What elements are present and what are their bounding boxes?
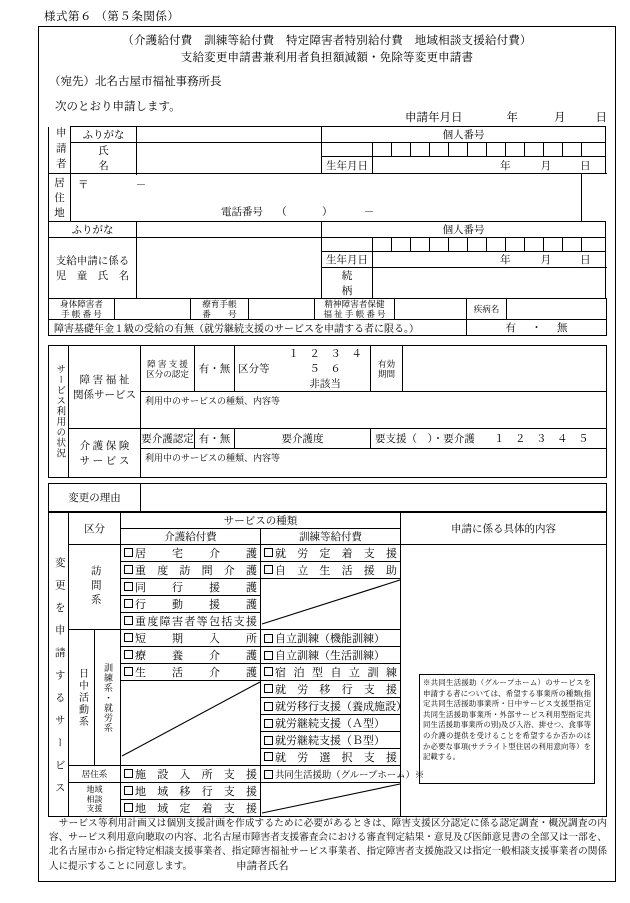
change-reason-label: 変更の理由 [49, 484, 141, 512]
applicant-birth-value[interactable] [373, 157, 606, 174]
group-regional-label-line2: 相談 [86, 794, 103, 804]
mynumber-box[interactable] [487, 238, 506, 252]
service-label: 居 宅 介 護 [135, 548, 257, 560]
checkbox-icon[interactable] [124, 599, 133, 608]
checkbox-icon[interactable] [264, 634, 273, 643]
care-insurance-header-row [49, 429, 607, 449]
applicant-birth-label: 生年月日 [322, 157, 373, 174]
applicant-mynumber-row [49, 143, 606, 157]
valid-period-line2: 期間 [377, 368, 396, 379]
checkbox-icon[interactable] [264, 736, 273, 745]
group-regional-label-line1: 地域 [86, 785, 103, 795]
mynumber-box[interactable] [563, 143, 582, 157]
mental-cert-line2: 福 祉 手 帳 番 号 [323, 309, 386, 319]
usage-status-side-label [49, 346, 69, 478]
phone-label: 電話番号 [221, 207, 263, 218]
rehab-cert-label [191, 299, 249, 320]
applicant-address-row [49, 174, 606, 222]
services-header-row1 [49, 513, 607, 529]
training-empty-diagonal-upper [261, 579, 401, 630]
group-daytime-label-sub [95, 630, 121, 766]
mynumber-box[interactable] [544, 238, 563, 252]
applicant-child-block [48, 126, 606, 336]
group-daytime-label-sub-text: 訓練系・就労系 [103, 662, 113, 733]
division-label: 区分等 [238, 364, 270, 375]
child-birth-value[interactable] [373, 252, 606, 268]
checkbox-icon[interactable] [124, 582, 133, 591]
pension-no[interactable]: 無 [557, 323, 568, 334]
service-label: 地 域 移 行 支 援 [135, 786, 257, 798]
pension-separator: ・ [531, 323, 542, 334]
mynumber-box[interactable] [449, 143, 468, 157]
consent-text: サービス等利用計画又は個別支援計画を作成するために必要があるときは、障害支援区分認定に係る認定調査・概況調査の内容、サービス利用意向聴取の内容、北名古屋市障害者支援審査会における審査判定結果・意見及び医師意見書の全部又は一部を、北名古屋市から指定特定相談支援事業者、指定障害福祉サービス事業者、指定障害者支援施設又は指定一般相談支援事業者の関係人に提示することに同意します。 [49, 818, 607, 872]
form-number: 様式第６ （第５条関係） [44, 11, 180, 23]
services-block [48, 512, 606, 817]
applicant-table [48, 126, 606, 299]
applicant-address-label: 居 住 地 [49, 174, 71, 222]
checkbox-icon[interactable] [264, 684, 273, 693]
service-label: 重度障害者等包括支援 [135, 616, 257, 628]
disability-category-line1: 障 害 支 援 [147, 358, 188, 369]
usage-status-side-label-text: サービス利用の状況 [54, 364, 65, 459]
group-daytime-label-main [69, 630, 95, 766]
service-label: 就労継続支援（Ａ型） [275, 718, 385, 730]
diagonal-line-icon [121, 681, 261, 757]
checkbox-icon[interactable] [124, 616, 133, 625]
checkbox-row-care[interactable] [121, 783, 261, 800]
mynumber-box[interactable] [392, 238, 411, 252]
checkbox-icon[interactable] [124, 769, 133, 778]
service-label: 宿泊型自立訓練 [275, 667, 397, 679]
child-mynumber-label: 個人番号 [322, 222, 606, 238]
physical-cert-line1: 身体障害者 [60, 299, 103, 309]
disability-category-line2: 区分の認定 [146, 368, 189, 379]
service-label: 自立訓練（機能訓練） [275, 633, 385, 645]
care-level-value[interactable] [371, 429, 607, 449]
child-furigana-value[interactable] [137, 222, 322, 238]
child-relation-label: 続 柄 [322, 268, 373, 299]
pension-question: 障害基礎年金１級の受給の有無（就労継続支援のサービスを申請する者に限る。） [49, 320, 467, 336]
usage-status-block [48, 345, 606, 512]
service-label: 共同生活援助（グループホーム）※ [275, 771, 425, 781]
training-empty-diagonal-bottom [261, 783, 401, 817]
checkbox-row-care[interactable] [121, 562, 261, 579]
checkbox-icon[interactable] [264, 667, 273, 676]
mental-cert-label [315, 299, 395, 320]
mynumber-box[interactable] [468, 238, 487, 252]
checkbox-row-care[interactable] [121, 766, 261, 783]
service-label: 就労移行支援（養成施設） [275, 701, 407, 713]
checkbox-icon[interactable] [264, 719, 273, 728]
diagonal-line-icon [261, 783, 401, 814]
service-label: 就労選択支援 [275, 752, 397, 764]
applicant-mynumber-label: 個人番号 [322, 127, 606, 143]
checkbox-icon[interactable] [124, 548, 133, 557]
disease-label: 疾病名 [467, 299, 507, 320]
division-cell[interactable] [235, 346, 371, 392]
service-label: 自立訓練（生活訓練） [275, 650, 385, 662]
certificates-row [49, 299, 607, 320]
service-label: 短 期 入 所 [135, 633, 257, 645]
mynumber-box[interactable] [582, 238, 606, 252]
checkbox-row-care[interactable] [121, 800, 261, 817]
applicant-furigana-value[interactable] [137, 127, 322, 143]
checkbox-row-training[interactable] [261, 698, 407, 715]
checkbox-row-training[interactable] [261, 664, 401, 681]
checkbox-icon[interactable] [264, 752, 273, 761]
mynumber-box[interactable] [506, 238, 525, 252]
checkbox-row-training[interactable] [261, 630, 401, 647]
physical-cert-line2: 手 帳 番 号 [61, 309, 102, 319]
service-label: 就労定着支援 [275, 548, 397, 560]
pension-answer[interactable] [467, 320, 607, 336]
checkbox-row-training[interactable] [261, 647, 401, 664]
rehab-cert-line2: 番 号 [202, 309, 237, 319]
addressee: （宛先）北名古屋市福祉事務所長 [49, 76, 222, 88]
mynumber-box[interactable] [411, 238, 430, 252]
child-birth-label: 生年月日 [322, 252, 373, 268]
applicant-birth-month: 月 [540, 160, 552, 172]
diagonal-line-icon [261, 579, 401, 625]
change-reason-row [49, 484, 607, 512]
child-birth-day: 日 [580, 255, 591, 266]
child-furigana-label: ふりがな [49, 222, 137, 238]
checkbox-icon[interactable] [124, 565, 133, 574]
service-type-label: サービスの種類 [121, 513, 401, 529]
application-date-label: 申請年月日 [405, 112, 463, 124]
checkbox-icon[interactable] [124, 633, 133, 642]
checkbox-row-care[interactable] [121, 647, 261, 664]
mynumber-box[interactable] [373, 238, 392, 252]
division-none[interactable]: 非該当 [309, 379, 341, 390]
division-numbers[interactable]: １ ２ ３ ４ ５ ６ [288, 349, 373, 375]
checkbox-row-training[interactable] [261, 545, 401, 562]
mynumber-box[interactable] [430, 143, 449, 157]
checkbox-row-care[interactable] [121, 630, 261, 647]
group-regional-label-line3: 支援 [86, 804, 103, 814]
checkbox-icon[interactable] [264, 770, 273, 779]
applicant-name-value[interactable] [137, 143, 322, 174]
disability-category-label [141, 346, 195, 392]
rehab-cert-value[interactable] [249, 299, 315, 320]
service-label: 施 設 入 所 支 援 [135, 769, 257, 781]
applicant-side-label-text: 申請者 [54, 126, 66, 173]
checkbox-row-care[interactable] [121, 545, 261, 562]
checkbox-icon[interactable] [264, 565, 273, 574]
checkbox-row-care[interactable] [121, 613, 261, 630]
group-home-note: ※共同生活援助（グループホーム）のサービスを申請する者については、希望する事業所の種類(指定共同生活援助事業所・日中サービス支援型指定共同生活援助事業所・外部サービス利用型指定共同生活援助事業所の別)及び入浴、排せつ、食事等の介護の提供を受けることを希望するか否かのほか必要な事項(サテライト型住居の利用意向等）を記載する。 [419, 674, 595, 784]
mynumber-box[interactable] [373, 143, 392, 157]
service-label: 地 域 定 着 支 援 [135, 803, 257, 815]
child-mynumber-row [49, 238, 606, 252]
mynumber-box[interactable] [449, 238, 468, 252]
applicant-name-label: 氏 名 [71, 143, 137, 174]
rehab-cert-line1: 療育手帳 [202, 299, 237, 309]
care-empty-diagonal-lower [121, 681, 261, 766]
group-daytime-label-main-text: 日中活動系 [76, 667, 88, 728]
welfare-inuse-cell[interactable] [141, 392, 607, 429]
disability-category-has[interactable]: 有・無 [195, 346, 235, 392]
checkbox-row-training[interactable] [261, 766, 425, 783]
applicant-furigana-row [49, 127, 606, 143]
phone-paren-open: （ [276, 207, 287, 218]
checkbox-row-training[interactable] [261, 562, 401, 579]
kubun-label: 区分 [69, 513, 121, 545]
change-reason-value[interactable] [141, 484, 607, 512]
signature-label: 申請者氏名 [236, 860, 289, 872]
group-visit-label [69, 545, 121, 630]
child-furigana-row [49, 222, 606, 238]
valid-period-label [371, 346, 403, 392]
care-insurance-label [69, 429, 141, 478]
phone-dash: － [363, 207, 375, 218]
form-title-line1: （介護給付費 訓練等給付費 特定障害者特別給付費 地域相談支援給付費） [122, 35, 532, 47]
checkbox-row-training[interactable] [261, 749, 401, 766]
checkbox-row-training[interactable] [261, 681, 401, 698]
welfare-service-label [69, 346, 141, 429]
service-label: 行 動 援 護 [135, 599, 257, 611]
form-outer-frame [38, 26, 616, 882]
child-name-label-line2: 児 童 氏 名 [55, 271, 130, 282]
welfare-inuse-label: 利用中のサービスの種類、内容等 [145, 396, 281, 406]
physical-cert-label [49, 299, 115, 320]
applicant-address-value[interactable] [71, 174, 582, 222]
child-birth-inner [373, 252, 605, 267]
phone-row [221, 204, 374, 219]
child-name-value[interactable] [137, 238, 322, 299]
care-level-numbers[interactable]: １ ２ ３ ４ ５ [494, 434, 589, 445]
pension-yes[interactable]: 有 [505, 323, 516, 334]
pension-row [49, 320, 607, 336]
child-birth-year: 年 [500, 255, 511, 266]
checkbox-icon[interactable] [124, 786, 133, 795]
child-relation-value[interactable] [373, 268, 606, 299]
service-label: 同 行 援 護 [135, 582, 257, 594]
care-certification-label: 要介護認定 [141, 429, 195, 449]
form-title-line2: 支給変更申請書兼利用者負担額減額・免除等変更申請書 [180, 52, 474, 64]
phone-paren-close: ） [322, 207, 333, 218]
checkbox-icon[interactable] [124, 803, 133, 812]
checkbox-icon[interactable] [124, 650, 133, 659]
care-insurance-label-line1: 介 護 保 険 [79, 441, 130, 452]
postal-dash: － [135, 180, 147, 191]
services-table [48, 512, 607, 817]
service-label: 自立生活援助 [275, 565, 397, 577]
mynumber-box[interactable] [322, 238, 373, 252]
mynumber-box[interactable] [582, 143, 606, 157]
child-birth-month: 月 [540, 255, 552, 266]
care-inuse-cell[interactable] [141, 449, 607, 478]
checkbox-icon[interactable] [264, 651, 273, 660]
services-side-label [49, 545, 69, 817]
change-reason-table [48, 483, 607, 512]
mynumber-box[interactable] [468, 143, 487, 157]
consent-block [49, 817, 607, 874]
applicant-birth-inner [373, 158, 605, 173]
child-name-label [49, 238, 137, 299]
service-label: 就労移行支援 [275, 684, 397, 696]
welfare-service-label-line2: 関係サービス [73, 390, 136, 401]
application-date-month: 月 [554, 112, 566, 124]
mynumber-box[interactable] [544, 143, 563, 157]
mynumber-box[interactable] [411, 143, 430, 157]
service-label: 療 養 介 護 [135, 650, 257, 662]
application-date-day: 日 [595, 112, 607, 124]
mynumber-box[interactable] [322, 143, 373, 157]
group-residential-label: 居住系 [69, 766, 121, 783]
checkbox-icon[interactable] [264, 548, 273, 557]
col-training-label: 訓練等給付費 [261, 529, 401, 545]
group-regional-label [69, 783, 121, 817]
application-date-row [405, 109, 607, 125]
detail-input-area[interactable] [401, 545, 607, 817]
welfare-service-label-line1: 障 害 福 祉 [79, 375, 130, 386]
disease-value[interactable] [507, 299, 607, 320]
service-row [49, 545, 607, 562]
service-label: 生 活 介 護 [135, 667, 257, 679]
valid-period-value[interactable] [403, 346, 607, 392]
mynumber-box[interactable] [525, 238, 544, 252]
mynumber-box[interactable] [506, 143, 525, 157]
mynumber-box[interactable] [430, 238, 449, 252]
checkbox-icon[interactable] [264, 702, 273, 711]
checkbox-row-care[interactable] [121, 664, 261, 681]
care-level-label: 要介護度 [235, 429, 371, 449]
service-label: 就労継続支援（Ｂ型） [275, 735, 385, 747]
care-certification-has[interactable]: 有・無 [195, 429, 235, 449]
group-visit-label-text: 訪問系 [89, 565, 101, 609]
care-support-label[interactable]: 要支援（ ）・要介護 [375, 434, 475, 445]
applicant-furigana-label: ふりがな [71, 127, 137, 143]
usage-status-table [48, 345, 607, 478]
checkbox-row-training[interactable] [261, 715, 401, 732]
mental-cert-value[interactable] [395, 299, 467, 320]
checkbox-row-training[interactable] [261, 732, 401, 749]
care-insurance-label-line2: サ ー ビ ス [79, 456, 130, 467]
intro-text: 次のとおり申請します。 [55, 101, 181, 113]
mynumber-box[interactable] [525, 143, 544, 157]
mental-cert-line1: 精神障害者保健 [324, 299, 385, 309]
checkbox-row-care[interactable] [121, 596, 261, 613]
checkbox-icon[interactable] [124, 667, 133, 676]
welfare-service-header-row [49, 346, 607, 392]
mynumber-box[interactable] [392, 143, 411, 157]
service-label: 重度訪問介護 [135, 565, 257, 577]
care-inuse-label: 利用中のサービスの種類、内容等 [145, 453, 281, 463]
mynumber-box[interactable] [487, 143, 506, 157]
valid-period-line1: 有効 [377, 358, 396, 369]
applicant-birth-year: 年 [500, 160, 511, 172]
applicant-birth-day: 日 [580, 160, 591, 172]
detail-label: 申請に係る具体的内容 [401, 513, 607, 545]
application-date-year: 年 [506, 112, 518, 124]
child-name-label-line1: 支給申請に係る [55, 256, 130, 267]
mynumber-box[interactable] [563, 238, 582, 252]
checkbox-row-care[interactable] [121, 579, 261, 596]
certificates-table [48, 298, 607, 336]
applicant-side-label [49, 127, 71, 174]
services-side-label-text: 変更を申請するサービス [53, 556, 65, 804]
postal-mark: 〒 [78, 180, 89, 191]
col-care-label: 介護給付費 [121, 529, 261, 545]
physical-cert-value[interactable] [115, 299, 191, 320]
